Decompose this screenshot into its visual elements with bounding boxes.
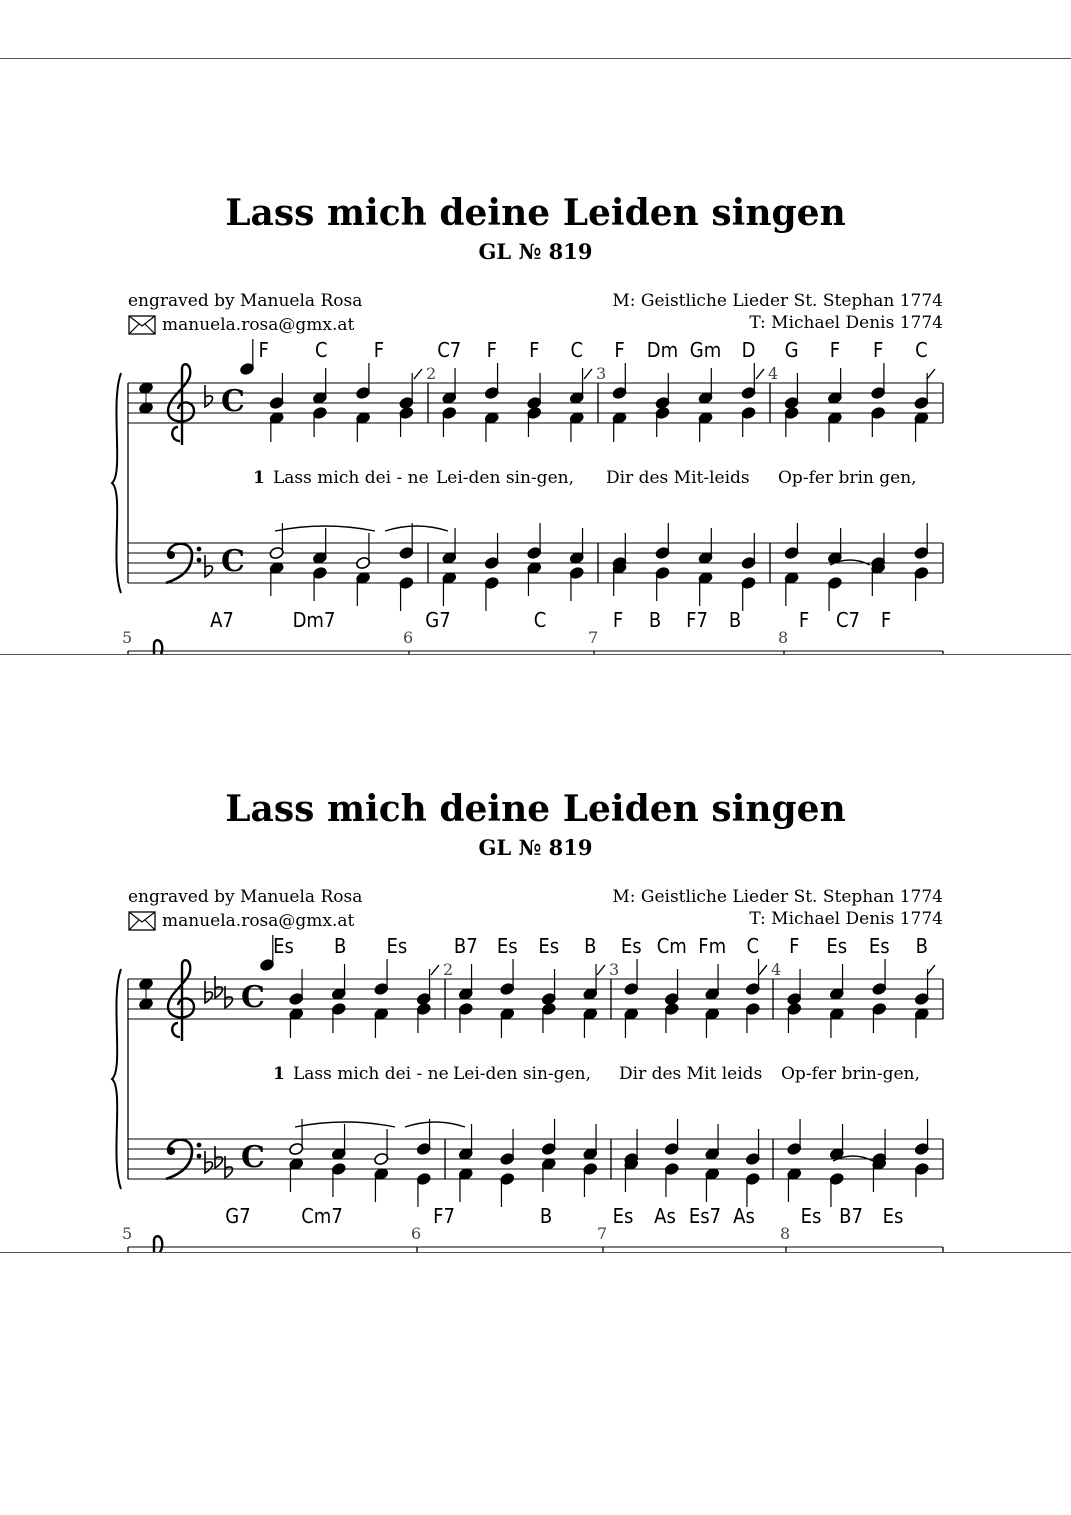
tie [405,1122,465,1127]
lyric-line: Op-fer brin-gen, [781,1064,920,1084]
composer-credit: M: Geistliche Lieder St. Stephan 1774 [612,291,943,311]
time-signature: C [241,1140,265,1175]
chord-symbol: Es [612,1204,634,1228]
chord-symbol: C [533,608,547,632]
score-panel-e-flat-major [0,654,1071,1253]
treble-clef [168,960,194,1041]
email-address[interactable]: manuela.rosa@gmx.at [162,911,355,931]
measure-number: 8 [778,628,789,647]
system-brace [112,969,121,1189]
chord-symbol: Es [826,934,848,958]
chord-symbol: Es [273,934,294,958]
measure-number: 2 [443,960,454,979]
bass-clef-dot [197,547,202,552]
lyric-line: Dir des Mit-leids [606,468,750,488]
chord-symbol: B7 [839,1204,863,1228]
chord-symbol: F [612,608,624,632]
flat-sign [205,555,213,577]
chord-symbol: Dm7 [292,608,336,632]
chord-symbol: B [915,934,928,958]
chord-symbol: F [614,338,625,362]
chord-symbol: Es [868,934,890,958]
bass-clef-dot [197,558,202,563]
bass-clef-dot [167,1147,175,1155]
chord-symbol: C7 [835,608,861,632]
chord-symbol: F [872,338,884,362]
breath-mark [414,369,422,379]
breath-mark [927,369,935,379]
flat-sign [205,981,213,1003]
measure-number: 5 [122,1224,133,1243]
chord-symbol: G7 [425,608,451,632]
chord-symbol: F [373,338,385,362]
chord-symbol: F [829,338,841,362]
chord-symbol: B [539,1204,553,1228]
measure-number: 2 [426,364,437,383]
chord-symbol: B [728,608,742,632]
music-notation [0,655,1071,1252]
flat-sign [205,1151,213,1173]
system-brace [112,373,121,593]
chord-symbol: B7 [453,934,478,958]
chord-symbol: B [584,934,597,958]
time-signature: C [241,980,265,1015]
engraver-credit: engraved by Manuela Rosa [128,887,363,907]
measure-number: 6 [411,1224,422,1243]
chord-symbol: C [746,934,760,958]
chord-symbol: As [733,1204,755,1228]
chord-symbol: Fm [698,934,727,958]
chord-symbol: C [915,338,928,362]
measure-number: 5 [122,628,133,647]
chord-symbol: B [333,934,347,958]
chord-symbol: F7 [433,1204,455,1228]
lyric-line: Op-fer brin gen, [778,468,917,488]
chord-symbol: Es [538,934,560,958]
chord-symbol: G [784,338,799,362]
chord-symbol: C [570,338,584,362]
chord-symbol: F [258,338,269,362]
chord-symbol: A7 [210,608,234,632]
email-address[interactable]: manuela.rosa@gmx.at [162,315,355,335]
measure-number: 3 [609,960,620,979]
lyric-line: Dir des Mit leids [619,1064,763,1084]
chord-symbol: Cm [656,934,687,958]
chord-symbol: Es [620,934,642,958]
breath-mark [759,965,767,975]
hymn-number: GL № 819 [478,239,593,264]
score-title: Lass mich deine Leiden singen [225,788,846,830]
flat-sign [205,385,213,407]
treble-clef [168,364,194,445]
chord-symbol: Dm [646,338,679,362]
engraver-credit: engraved by Manuela Rosa [128,291,363,311]
chord-symbol: F [789,934,800,958]
time-signature: C [221,544,245,579]
chord-symbol: Es [496,934,518,958]
music-notation [0,59,1071,656]
breath-mark [584,369,592,379]
tie [385,526,448,531]
chord-symbol: Gm [689,338,722,362]
chord-symbol: B [648,608,662,632]
poet-credit: T: Michael Denis 1774 [749,313,943,333]
chord-symbol: F [486,338,497,362]
measure-number: 7 [597,1224,608,1243]
bass-clef-dot [197,1154,202,1159]
measure-number: 4 [768,364,779,383]
verse-number: 1 [273,1064,285,1084]
chord-symbol: F7 [686,608,708,632]
lyric-line: Lei-den sin-gen, [436,468,574,488]
composer-credit: M: Geistliche Lieder St. Stephan 1774 [612,887,943,907]
lyric-line: Lei-den sin-gen, [453,1064,591,1084]
chord-symbol: Es [800,1204,822,1228]
bass-clef-dot [197,1143,202,1148]
poet-credit: T: Michael Denis 1774 [749,909,943,929]
score-title: Lass mich deine Leiden singen [225,192,846,234]
lyric-line: Lass mich dei - ne [293,1064,449,1084]
time-signature: C [221,384,245,419]
chord-symbol: As [654,1204,676,1228]
breath-mark [756,369,764,379]
chord-symbol: F [798,608,810,632]
chord-symbol: C7 [437,338,462,362]
breath-mark [431,965,439,975]
measure-number: 3 [596,364,607,383]
hymn-number: GL № 819 [478,835,593,860]
chord-symbol: Cm7 [301,1204,343,1228]
lyric-line: Lass mich dei - ne [273,468,429,488]
measure-number: 8 [780,1224,791,1243]
treble-clef [140,1236,166,1252]
bass-clef-dot [167,551,175,559]
chord-symbol: Es [882,1204,904,1228]
breath-mark [597,965,605,975]
score-panel-f-major [0,58,1071,657]
chord-symbol: Es7 [688,1204,722,1228]
measure-number: 4 [771,960,782,979]
chord-symbol: G7 [225,1204,251,1228]
chord-symbol: C [315,338,328,362]
chord-symbol: F [880,608,892,632]
measure-number: 6 [403,628,414,647]
verse-number: 1 [253,468,265,488]
breath-mark [927,965,935,975]
chord-symbol: Es [386,934,408,958]
measure-number: 7 [588,628,599,647]
chord-symbol: F [529,338,540,362]
tie [275,526,375,531]
chord-symbol: D [741,338,756,362]
